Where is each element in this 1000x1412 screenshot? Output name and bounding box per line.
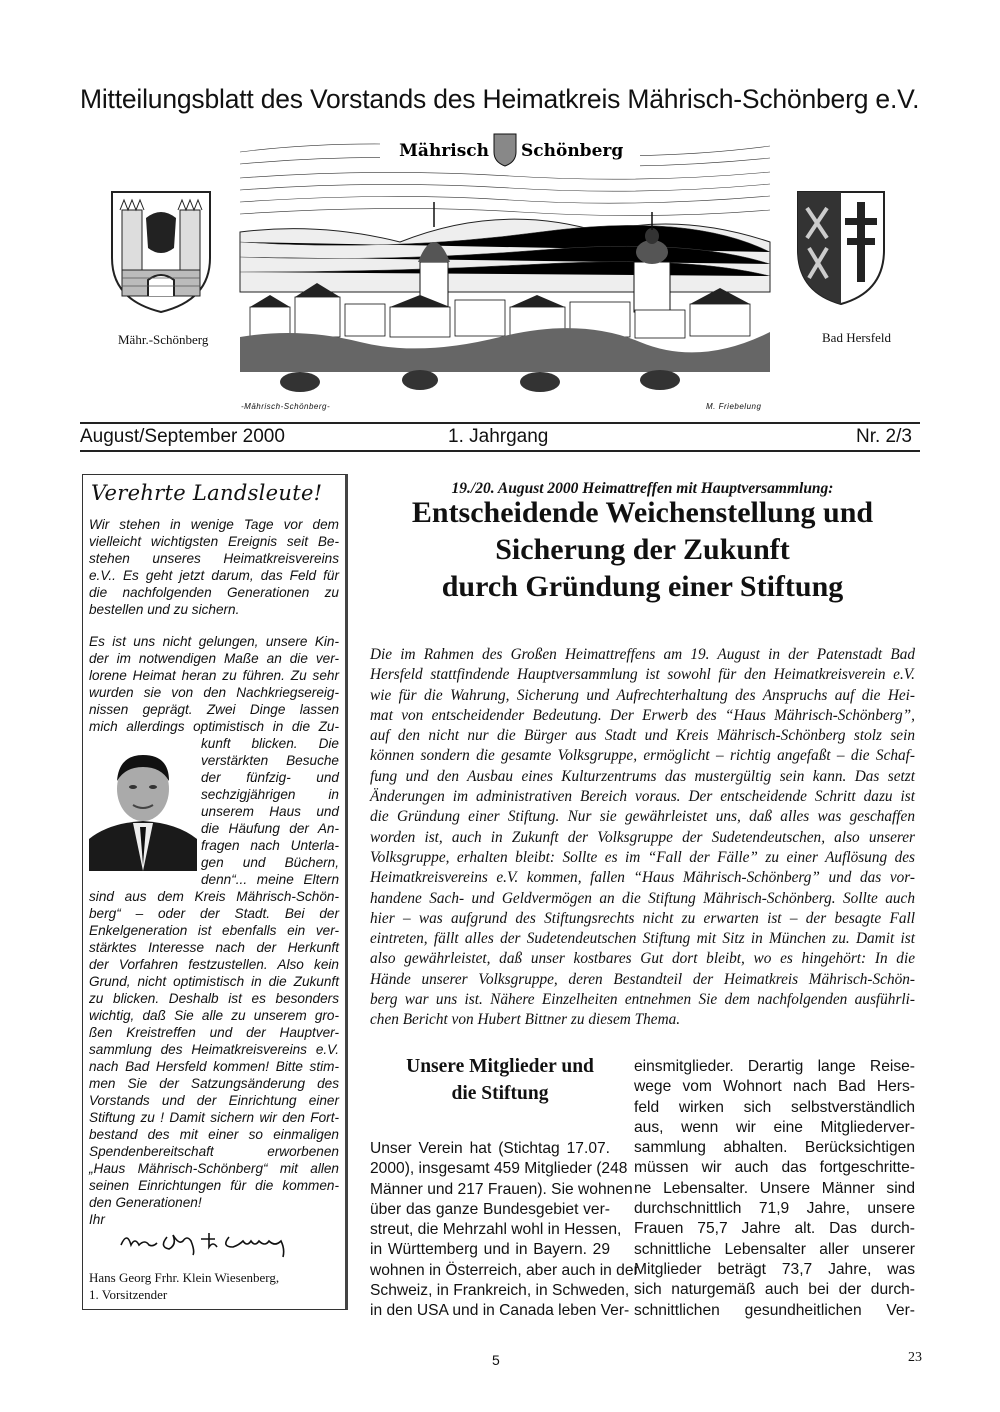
text-line: auf den nicht nur die Bürger aus Stadt und Kreis Mährisch-Schönberg stolz sein: [370, 727, 915, 745]
text-line: eintreten, fällt alles der Sudetendeutschen Stiftung mit Sitz in München zu. Damit ist: [370, 930, 915, 948]
town-engraving-illustration: [240, 132, 770, 400]
text-line: wohnen in Österreich, aber auch in der: [370, 1261, 639, 1279]
text-line: Grund, nicht optimistisch in die Zukunft: [89, 974, 339, 989]
text-line: kunft blicken. Die: [201, 736, 339, 751]
text-line: also gewährleistet, daß unser kostbares Gut dort bleibt, wo es hingehört: In die: [370, 950, 915, 968]
text-line: handene Sach- und Geldvermögen an die Stiftung Mährisch-Schönberg. Sollte auch: [370, 889, 915, 907]
text-line: stehen unseres Heimatkreisvereins: [89, 551, 339, 566]
text-line: Spendenbereitschaft erworbenen: [89, 1144, 339, 1159]
section-heading-line: Unsere Mitglieder und: [406, 1056, 594, 1077]
letter-heading: Verehrte Landsleute!: [91, 481, 323, 505]
text-line: fung und den Ausbau eines Kulturzentrums das mustergültig sein kann. Das setzt: [370, 767, 915, 785]
text-line: der Vorfahren festzustellen. Also kein: [89, 957, 339, 972]
author-portrait-photo: [89, 747, 197, 871]
text-line: sammlung des Heimatkreisvereins e.V.: [89, 1042, 339, 1057]
letter-paragraph: [89, 888, 339, 1228]
text-line: berg war uns ist. Nähere Einzelheiten entnehmen Sie dem nachfolgenden ausführli-: [370, 991, 915, 1009]
text-line: seinen Einrichtungen für die kommen-: [89, 1178, 339, 1193]
issue-number: Nr. 2/3: [856, 426, 912, 447]
text-line: wie für die Wahrung, Sicherung und Aufrechterhaltung des Anspruchs auf die Hei-: [370, 686, 915, 704]
text-line: wichtig, daß Sie alle zu unserem gro-: [89, 1008, 339, 1023]
text-line: „Haus Mährisch-Schönberg“ mit allen: [89, 1161, 339, 1176]
text-line: Wir stehen in wenige Tage vor dem: [89, 517, 339, 532]
engraving-artist-credit: M. Friebelung: [706, 402, 762, 411]
masthead-title: Mitteilungsblatt des Vorstands des Heimatkreis Mährisch-Schönberg e.V.: [80, 84, 920, 114]
text-line: fragen nach Unterla-: [201, 838, 339, 853]
text-line: sammlung abhalten. Berücksichtigen: [634, 1139, 915, 1157]
bad-hersfeld-crest-icon: [795, 188, 887, 308]
banner-text-left: Mährisch: [399, 141, 489, 161]
text-line: die Gründung einer Stiftung. Nur sie gewährleistet uns, daß alles was geschaffen: [370, 808, 915, 826]
article-lead-paragraph: [370, 645, 915, 1031]
engraving-caption: -Mährisch-Schönberg-: [241, 402, 331, 411]
text-line: mat von entscheidender Bedeutung. Der Erwerb des “Haus Mährisch-Schönberg”,: [370, 706, 915, 724]
text-line: nach Bad Hersfeld kommen! Bitte stim-: [89, 1059, 339, 1074]
top-rule: [80, 422, 920, 424]
text-line: in den USA und in Canada leben Ver-: [370, 1302, 630, 1320]
text-line: Hände unserer Volksgruppe, deren Bestandteil der Heimatkreis Mährisch-Schön-: [370, 970, 915, 988]
text-line: Männer und 217 Frauen). Sie wohnen: [370, 1180, 633, 1198]
article-kicker: 19./20. August 2000 Heimattreffen mit Hauptversammlung:: [451, 480, 834, 497]
text-line: schnittliche Lebensalter aller unserer: [634, 1240, 915, 1258]
text-line: men Sie der Satzungsänderung des: [89, 1076, 339, 1091]
banner-text-right: Schönberg: [521, 141, 624, 161]
banner-shield-icon: [494, 134, 516, 166]
issue-date: August/September 2000: [80, 426, 285, 447]
text-line: Es ist uns nicht gelungen, unsere Kin-: [89, 634, 339, 649]
text-line: Mitglieder beträgt 73,7 Jahre, was: [634, 1260, 915, 1278]
section-heading-line: die Stiftung: [451, 1083, 549, 1104]
text-line: aus, wenn wir eine Mitgliederver-: [634, 1118, 915, 1136]
text-line: sich naturgemäß auch bei der durch-: [634, 1281, 915, 1299]
text-line: Volksgruppe, erhalten bleibt: Sollte es im “Fall der Fälle” zu einer Auflösung des: [370, 848, 915, 866]
letter-paragraph: [89, 516, 339, 618]
signer-name: Hans Georg Frhr. Klein Wiesenberg,: [89, 1270, 280, 1285]
text-line: durchschnittlich 71,9 Jahre, unsere: [634, 1200, 915, 1218]
text-line: ne Lebensalter. Unsere Männer sind: [634, 1179, 915, 1197]
text-line: Enkelgeneration ist ebenfalls ein ver-: [89, 923, 339, 938]
text-line: Vorstands und der Einrichtung einer: [89, 1093, 339, 1108]
article-column-1: [370, 1139, 639, 1322]
text-line: Ihr: [89, 1212, 105, 1227]
text-line: vielleicht wichtigsten Ereignis seit Be-: [89, 534, 339, 549]
page-number: 5: [492, 1352, 500, 1368]
text-line: mich allerdings optimistisch in die Zu-: [89, 719, 339, 734]
handwritten-signature: [117, 1225, 317, 1257]
mahrisch-schonberg-crest-icon: [108, 188, 214, 316]
text-line: sechzigjährigen in: [201, 787, 339, 802]
text-line: feld wirken sich selbstverständlich: [634, 1098, 915, 1116]
article-column-2: [634, 1057, 915, 1321]
bottom-rule: [80, 450, 920, 452]
text-line: zu blicken. Deshalb ist es besonders: [89, 991, 339, 1006]
text-line: müssen wir auch das fortgeschritte-: [634, 1159, 915, 1177]
text-line: Heimatkreisvereins e.V. kommen, fallen “Haus Mährisch-Schönberg” und das vor-: [370, 869, 915, 887]
text-line: verstärkten Besuche: [201, 753, 339, 768]
crest-right-caption: Bad Hersfeld: [822, 330, 891, 345]
text-line: hier – was aufgrund des Stiftungsrechts nicht zu erwarten ist – der besagte Fall: [370, 909, 915, 927]
text-line: berg“ – oder der Stadt. Bei der: [89, 906, 339, 921]
text-line: e.V.. Es geht jetzt darum, das Feld für: [89, 568, 339, 583]
signer-title: 1. Vorsitzender: [89, 1287, 168, 1302]
text-line: Die im Rahmen des Großen Heimattreffens am 19. August in der Patenstadt Bad: [370, 646, 915, 663]
text-line: denn“... meine Eltern: [201, 872, 339, 887]
text-line: den Generationen!: [89, 1195, 202, 1210]
text-line: die Häufung der An-: [201, 821, 339, 836]
text-line: Hersfeld stattfindende Hauptversammlung ist sowohl für den Heimatkreisverein e.V.: [370, 666, 915, 684]
text-line: Unser Verein hat (Stichtag 17.07.: [370, 1140, 610, 1157]
text-line: Änderungen im administrativen Bereich voraus. Der entscheidende Schritt dazu ist: [370, 788, 915, 806]
text-line: in Württemberg und in Bayern. 29: [370, 1241, 610, 1259]
text-line: können sondern die gesamte Volksgruppe, ermöglicht – richtig angefaßt – die Schaf-: [370, 747, 915, 765]
text-line: über das ganze Bundesgebiet ver-: [370, 1200, 610, 1218]
issue-volume: 1. Jahrgang: [448, 426, 549, 447]
text-line: bestand des mit einer so einmaligen: [89, 1127, 339, 1142]
headline-line: Entscheidende Weichenstellung und: [411, 496, 874, 529]
text-line: bestellen und zu sichern.: [89, 602, 240, 617]
text-line: gen und Büchern,: [201, 855, 339, 870]
headline-line: Sicherung der Zukunft: [495, 533, 790, 566]
text-line: einsmitglieder. Derartig lange Reise-: [634, 1058, 915, 1075]
page-number-right: 23: [908, 1350, 922, 1365]
text-line: der im notwendigen Maße an die ver-: [89, 651, 339, 666]
text-line: ßen Kreistreffen und der Hauptver-: [89, 1025, 339, 1040]
text-line: wege vom Wohnort nach Bad Hers-: [634, 1078, 915, 1096]
letter-paragraph: [89, 633, 339, 735]
section-heading: [372, 1053, 628, 1107]
text-line: streut, die Mehrzahl wohl in Hessen,: [370, 1221, 622, 1239]
text-line: chen Bericht von Hubert Bittner zu diesem Thema.: [370, 1011, 681, 1029]
editorial-letter-box: [82, 474, 348, 1310]
text-line: nissen geprägt. Zwei Dinge lassen: [89, 702, 339, 717]
text-line: die nachfolgenden Generationen zu: [89, 585, 339, 600]
text-line: sind aus dem Kreis Mährisch-Schön-: [89, 889, 339, 904]
text-line: Stiftung zu ! Damit sichern wir den Fort-: [89, 1110, 339, 1125]
text-line: der fünfzig- und: [201, 770, 339, 785]
crest-left-caption: Mähr.-Schönberg: [118, 332, 209, 347]
text-line: Frauen 75,7 Jahre alt. Das durch-: [634, 1220, 915, 1238]
text-line: Schweiz, in Frankreich, in Schweden,: [370, 1282, 630, 1300]
text-line: worden ist, auch in Zukunft der Volksgruppe der Sudetendeutschen, also unserer: [370, 828, 915, 846]
text-line: lorene Heimat heran zu führen. Zu sehr: [89, 668, 339, 683]
text-line: schnittlichen gesundheitlichen Ver-: [634, 1301, 915, 1319]
text-line: unserem Haus und: [201, 804, 339, 819]
text-line: stärktes Interesse nach der Herkunft: [89, 940, 339, 955]
text-line: wurden sie von den Nachkriegsereig-: [89, 685, 339, 700]
text-line: 2000), insgesamt 459 Mitglieder (248: [370, 1160, 628, 1178]
article-headline: [370, 494, 915, 605]
headline-line: durch Gründung einer Stiftung: [441, 570, 844, 603]
